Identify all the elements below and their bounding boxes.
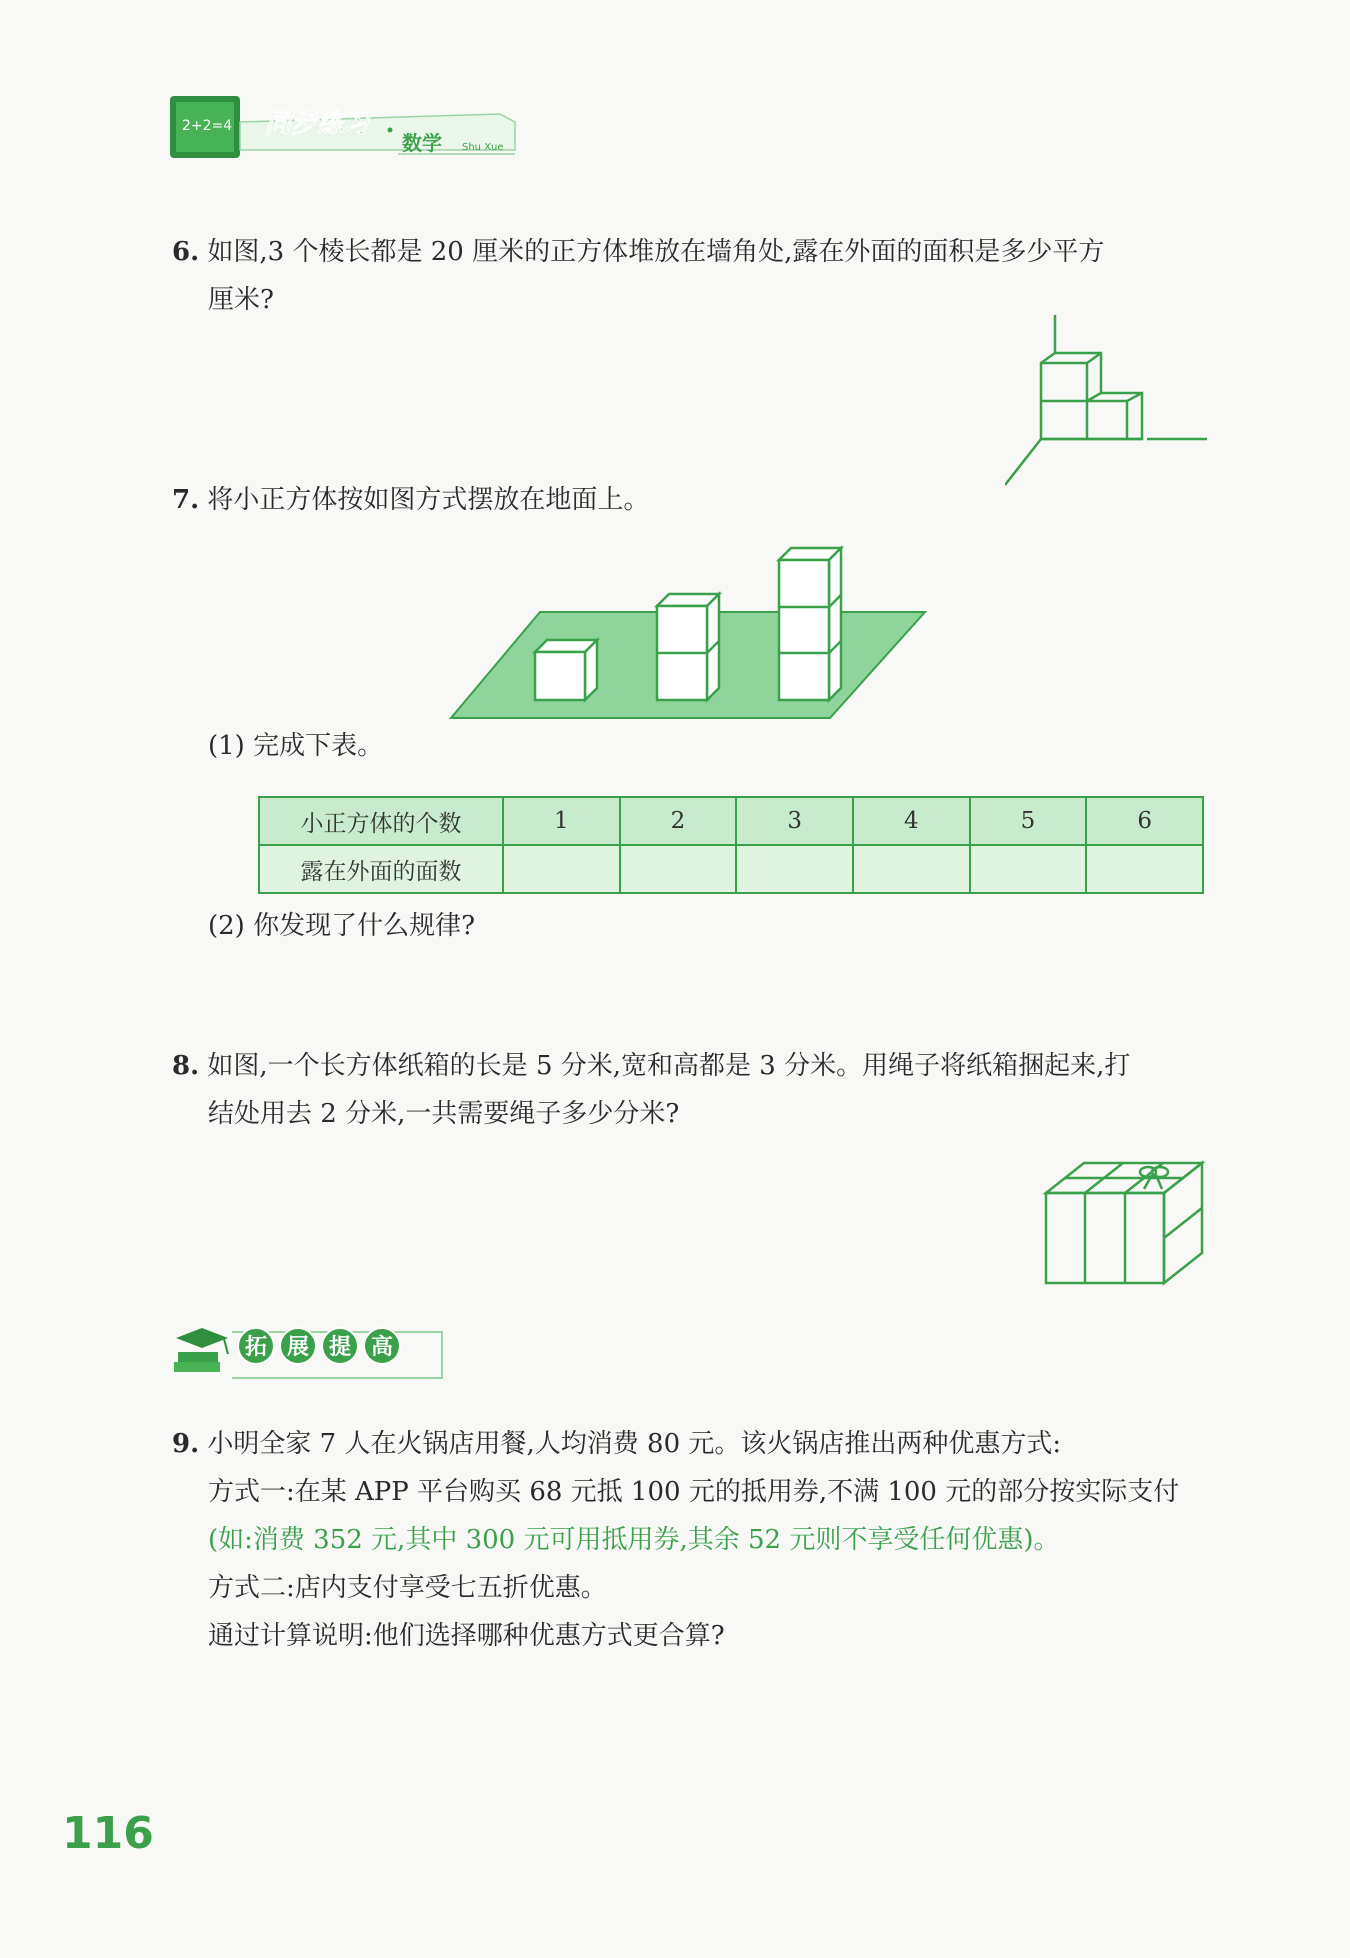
- table-answer-cell[interactable]: [503, 845, 620, 893]
- table-answer-cell[interactable]: [1086, 845, 1203, 893]
- question-9-text-2: 方式一:在某 APP 平台购买 68 元抵 100 元的抵用券,不满 100 元的部分按实际支付: [208, 1477, 1180, 1507]
- header-badge: [170, 92, 530, 172]
- series-title: 同步练习: [265, 109, 370, 139]
- table-answer-cell[interactable]: [853, 845, 970, 893]
- question-7-text-1: 将小正方体按如图方式摆放在地面上。: [207, 485, 650, 515]
- table-cell: 2: [620, 797, 737, 845]
- table-cell: 3: [736, 797, 853, 845]
- table-header-cube-count: 小正方体的个数: [259, 797, 503, 845]
- exposed-faces-table: [258, 796, 1204, 894]
- table-header-exposed-faces: 露在外面的面数: [259, 845, 503, 893]
- question-9-number: 9.: [172, 1429, 200, 1459]
- section-header-graphic: [172, 1312, 452, 1382]
- cube-stack-2: [657, 594, 719, 700]
- question-6-line-1: [172, 228, 1104, 276]
- question-9-text-3: 方式二:店内支付享受七五折优惠。: [208, 1573, 607, 1603]
- section-char: 展: [286, 1335, 310, 1360]
- question-7-sub-2: (2) 你发现了什么规律?: [208, 911, 476, 941]
- table-row-exposed-faces: [259, 845, 1203, 893]
- table-row-cube-count: [259, 797, 1203, 845]
- header-badge-graphic: [170, 92, 530, 172]
- question-9-text-1: 小明全家 7 人在火锅店用餐,人均消费 80 元。该火锅店推出两种优惠方式:: [207, 1429, 1062, 1459]
- question-8-text-1: 如图,一个长方体纸箱的长是 5 分米,宽和高都是 3 分米。用绳子将纸箱捆起来,打: [207, 1051, 1131, 1081]
- section-char: 高: [370, 1335, 394, 1360]
- question-6-number: 6.: [172, 237, 200, 267]
- table-cell: 4: [853, 797, 970, 845]
- question-7-number: 7.: [172, 485, 200, 515]
- page-number: 116: [62, 1808, 154, 1859]
- question-8-text-2: 结处用去 2 分米,一共需要绳子多少分米?: [208, 1099, 680, 1129]
- table-answer-cell[interactable]: [736, 845, 853, 893]
- table-cell: 1: [503, 797, 620, 845]
- question-8-line-1: [172, 1042, 1130, 1090]
- question-6-text-1: 如图,3 个棱长都是 20 厘米的正方体堆放在墙角处,露在外面的面积是多少平方: [207, 237, 1105, 267]
- table-cell: 5: [970, 797, 1087, 845]
- question-6-text-2: 厘米?: [208, 285, 274, 315]
- cube-stack-1: [535, 640, 597, 700]
- question-9-line-1: [172, 1420, 1061, 1468]
- question-9-note: (如:消费 352 元,其中 300 元可用抵用券,其余 52 元则不享受任何优惠)。: [208, 1525, 1060, 1555]
- figure-corner-cubes: [1005, 315, 1215, 490]
- figure-tied-box: [1040, 1155, 1210, 1287]
- question-8-number: 8.: [172, 1051, 200, 1081]
- table-cell: 6: [1086, 797, 1203, 845]
- figure-stacked-cubes: [445, 540, 930, 720]
- question-9-text-4: 通过计算说明:他们选择哪种优惠方式更合算?: [208, 1621, 725, 1651]
- graduation-cap-icon: [176, 1328, 228, 1348]
- subject-label: 数学: [402, 131, 442, 155]
- question-7-line-1: [172, 476, 649, 524]
- board-text: 2+2=4: [182, 118, 233, 134]
- section-char: 拓: [244, 1335, 268, 1360]
- subject-pinyin: Shu Xue: [462, 142, 504, 153]
- table-answer-cell[interactable]: [970, 845, 1087, 893]
- cube-stack-3: [779, 548, 841, 700]
- table-answer-cell[interactable]: [620, 845, 737, 893]
- section-char: 提: [328, 1335, 352, 1360]
- section-header-extension: [172, 1312, 452, 1386]
- question-7-sub-1: (1) 完成下表。: [208, 731, 384, 761]
